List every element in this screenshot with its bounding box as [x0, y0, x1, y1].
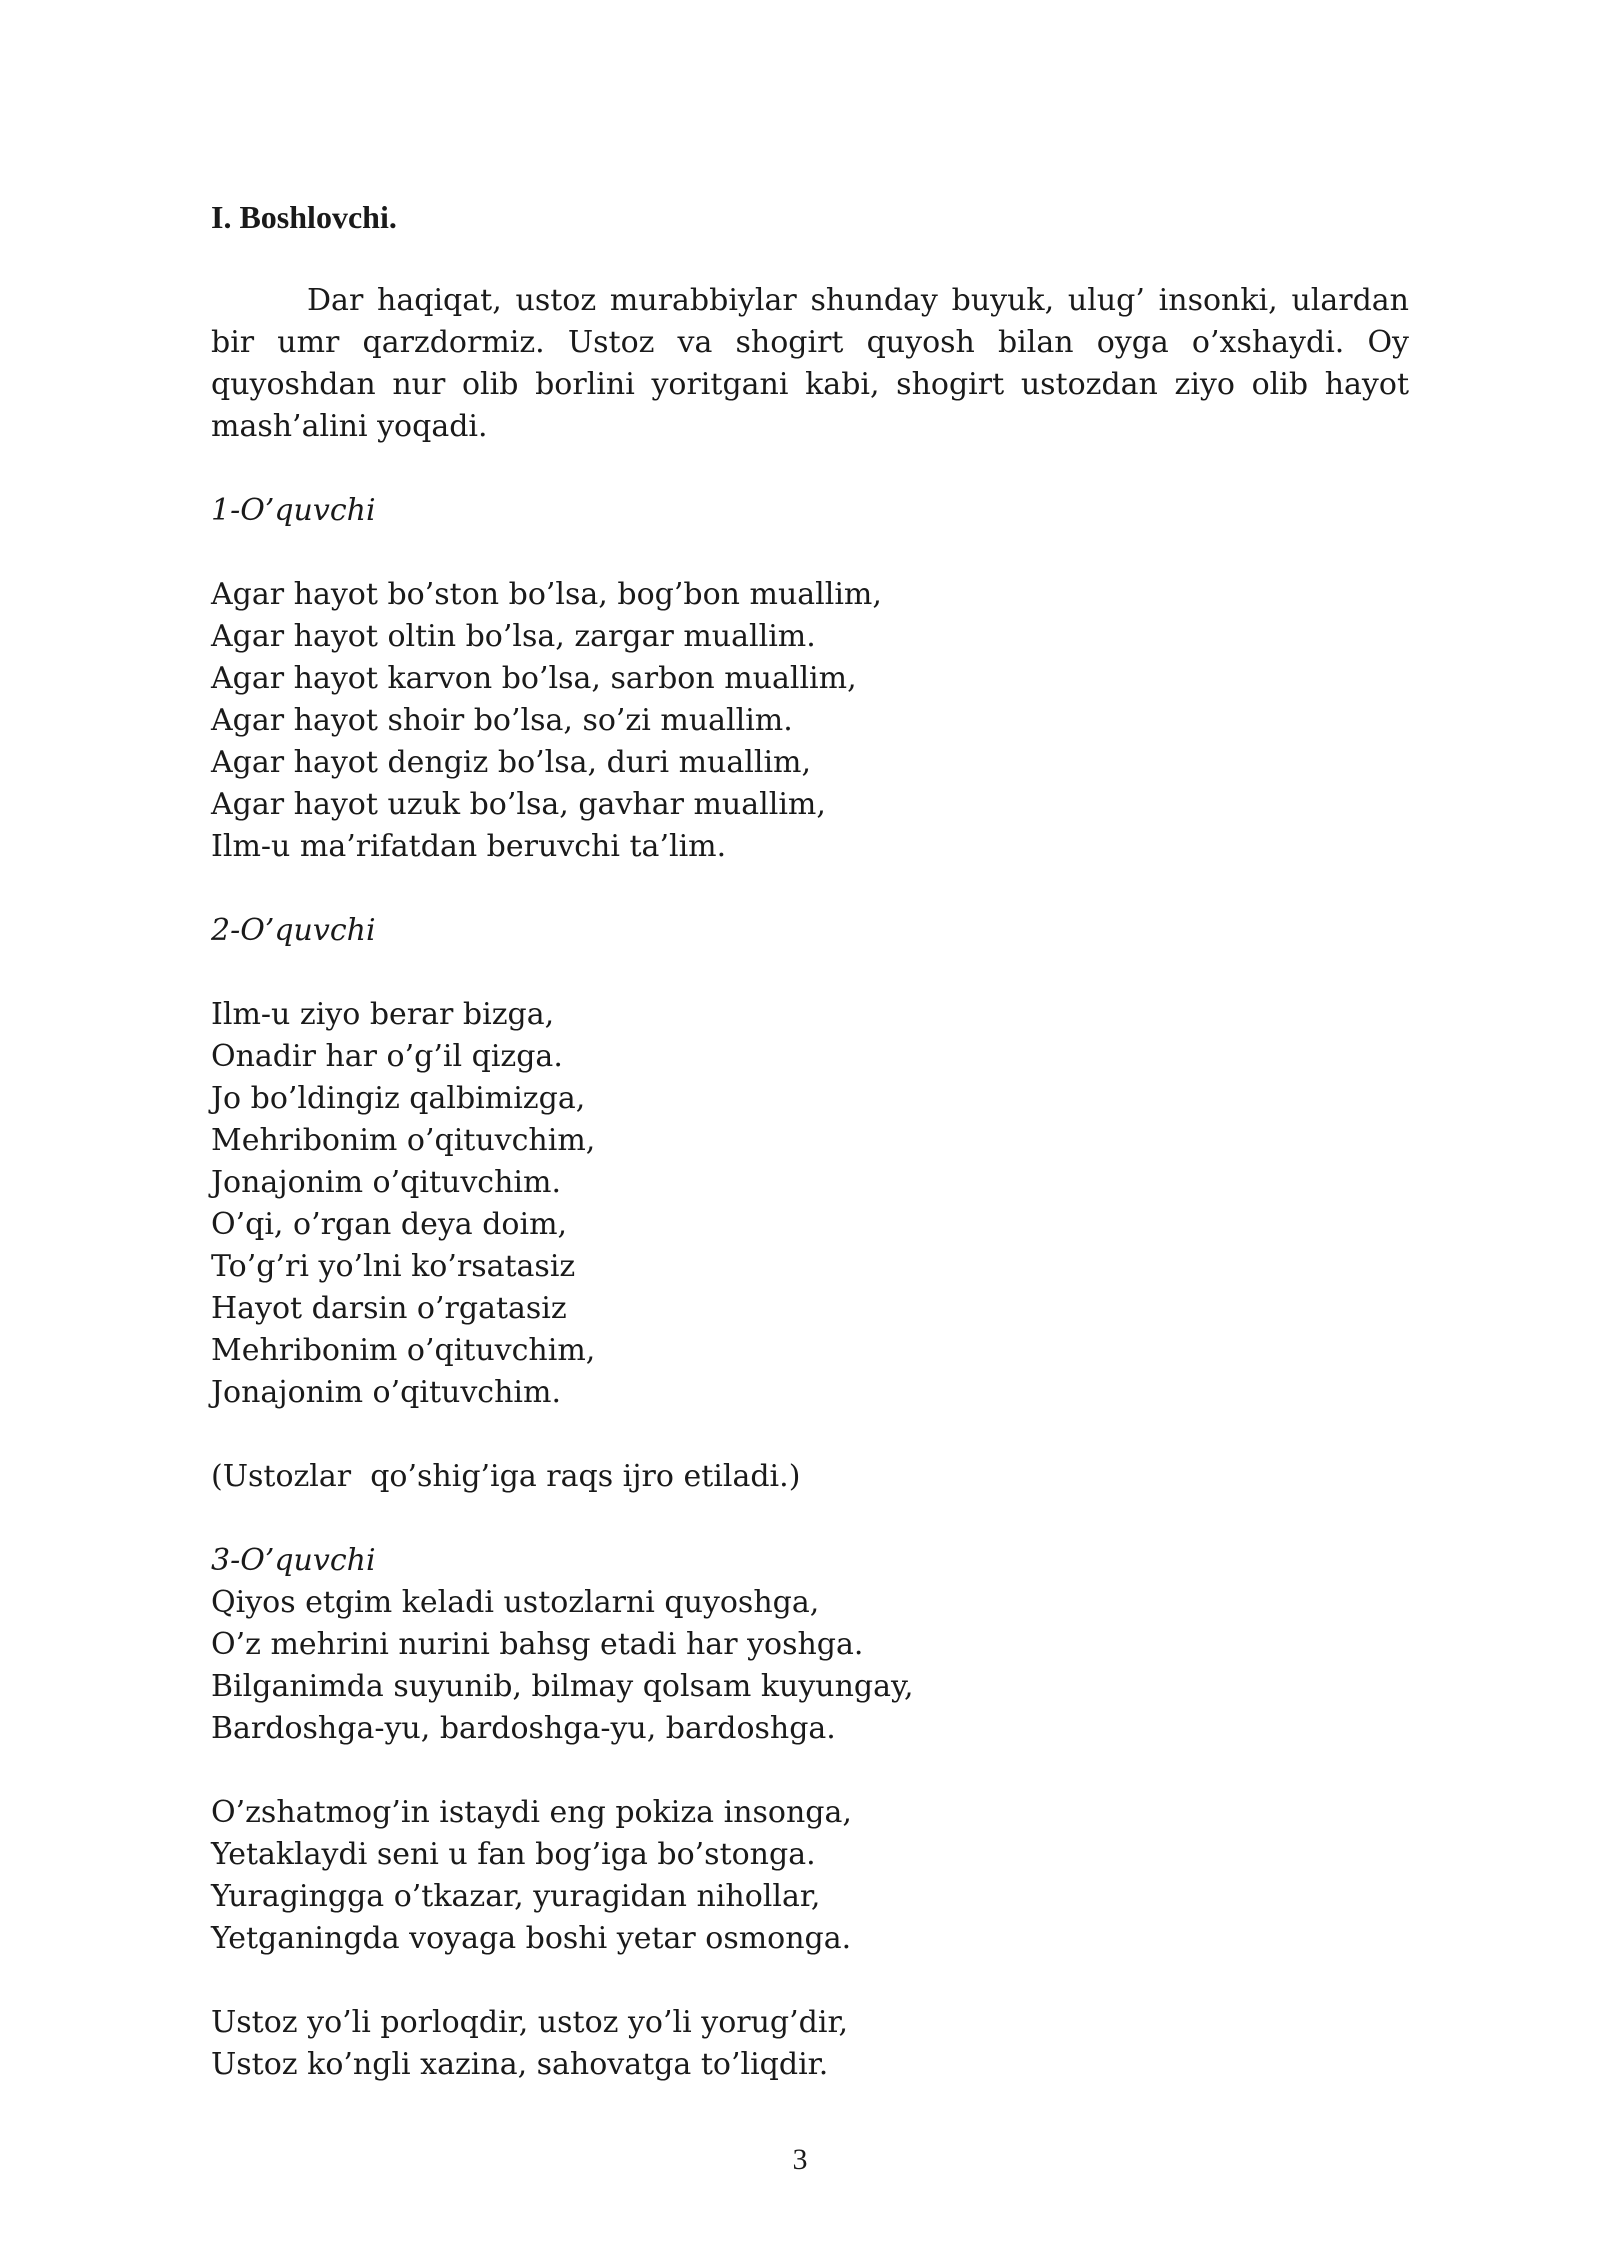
poem-line: Agar hayot bo’ston bo’lsa, bog’bon muallim,: [211, 577, 882, 612]
reader-2-poem: [211, 994, 1409, 1414]
poem-line: Ustoz yo’li porloqdir, ustoz yo’li yorug’dir,: [211, 2005, 849, 2040]
poem-line: Ilm-u ma’rifatdan beruvchi ta’lim.: [211, 829, 727, 864]
reader-3-stanza-2: [211, 1792, 1409, 1960]
reader-3-label: 3-O’quvchi: [211, 1543, 376, 1578]
poem-line: O’qi, o’rgan deya doim,: [211, 1207, 568, 1242]
intro-paragraph: Dar haqiqat, ustoz murabbiylar shunday buyuk, ulug’ insonki, ulardan bir umr qarzdormiz. Ustoz va shogirt quyosh bilan oyga o’xshaydi. Oy quyoshdan nur olib borlini yoritgani kabi, shogirt ustozdan ziyo olib hayot mash’alini yoqadi.: [211, 283, 1409, 444]
poem-line: Jonajonim o’qituvchim.: [211, 1375, 561, 1410]
reader-3-stanza-3: [211, 2002, 1409, 2086]
page-number: 3: [792, 2143, 808, 2176]
poem-line: To’g’ri yo’lni ko’rsatasiz: [211, 1249, 576, 1284]
poem-line: Agar hayot shoir bo’lsa, so’zi muallim.: [211, 703, 793, 738]
poem-line: Agar hayot uzuk bo’lsa, gavhar muallim,: [211, 787, 826, 822]
poem-line: Agar hayot oltin bo’lsa, zargar muallim.: [211, 619, 816, 654]
reader-1-label: 1-O’quvchi: [211, 493, 376, 528]
poem-line: Bilganimda suyunib, bilmay qolsam kuyungay,: [211, 1669, 914, 1704]
poem-line: Yuragingga o’tkazar, yuragidan nihollar,: [211, 1879, 821, 1914]
reader-1-poem: [211, 574, 1409, 868]
poem-line: Agar hayot karvon bo’lsa, sarbon muallim,: [211, 661, 857, 696]
poem-line: Bardoshga-yu, bardoshga-yu, bardoshga.: [211, 1711, 836, 1746]
stage-direction: (Ustozlar qo’shig’iga raqs ijro etiladi.): [211, 1459, 801, 1494]
reader-3-stanza-1: [211, 1582, 1409, 1750]
poem-line: Yetganingda voyaga boshi yetar osmonga.: [211, 1921, 852, 1956]
page-content: [211, 196, 1409, 2086]
poem-line: Mehribonim o’qituvchim,: [211, 1333, 596, 1368]
poem-line: Agar hayot dengiz bo’lsa, duri muallim,: [211, 745, 812, 780]
poem-line: Ilm-u ziyo berar bizga,: [211, 997, 555, 1032]
poem-line: Jo bo’ldingiz qalbimizga,: [211, 1081, 586, 1116]
poem-line: Onadir har o’g’il qizga.: [211, 1039, 563, 1074]
reader-2-label: 2-O’quvchi: [211, 913, 376, 948]
poem-line: Ustoz ko’ngli xazina, sahovatga to’liqdir.: [211, 2047, 829, 2082]
poem-line: Qiyos etgim keladi ustozlarni quyoshga,: [211, 1585, 820, 1620]
poem-line: Mehribonim o’qituvchim,: [211, 1123, 596, 1158]
poem-line: Jonajonim o’qituvchim.: [211, 1165, 561, 1200]
poem-line: Hayot darsin o’rgatasiz: [211, 1291, 567, 1326]
poem-line: O’zshatmog’in istaydi eng pokiza insonga,: [211, 1795, 852, 1830]
section-heading: I. Boshlovchi.: [211, 199, 397, 235]
poem-line: Yetaklaydi seni u fan bog’iga bo’stonga.: [211, 1837, 816, 1872]
poem-line: O’z mehrini nurini bahsg etadi har yoshga.: [211, 1627, 864, 1662]
